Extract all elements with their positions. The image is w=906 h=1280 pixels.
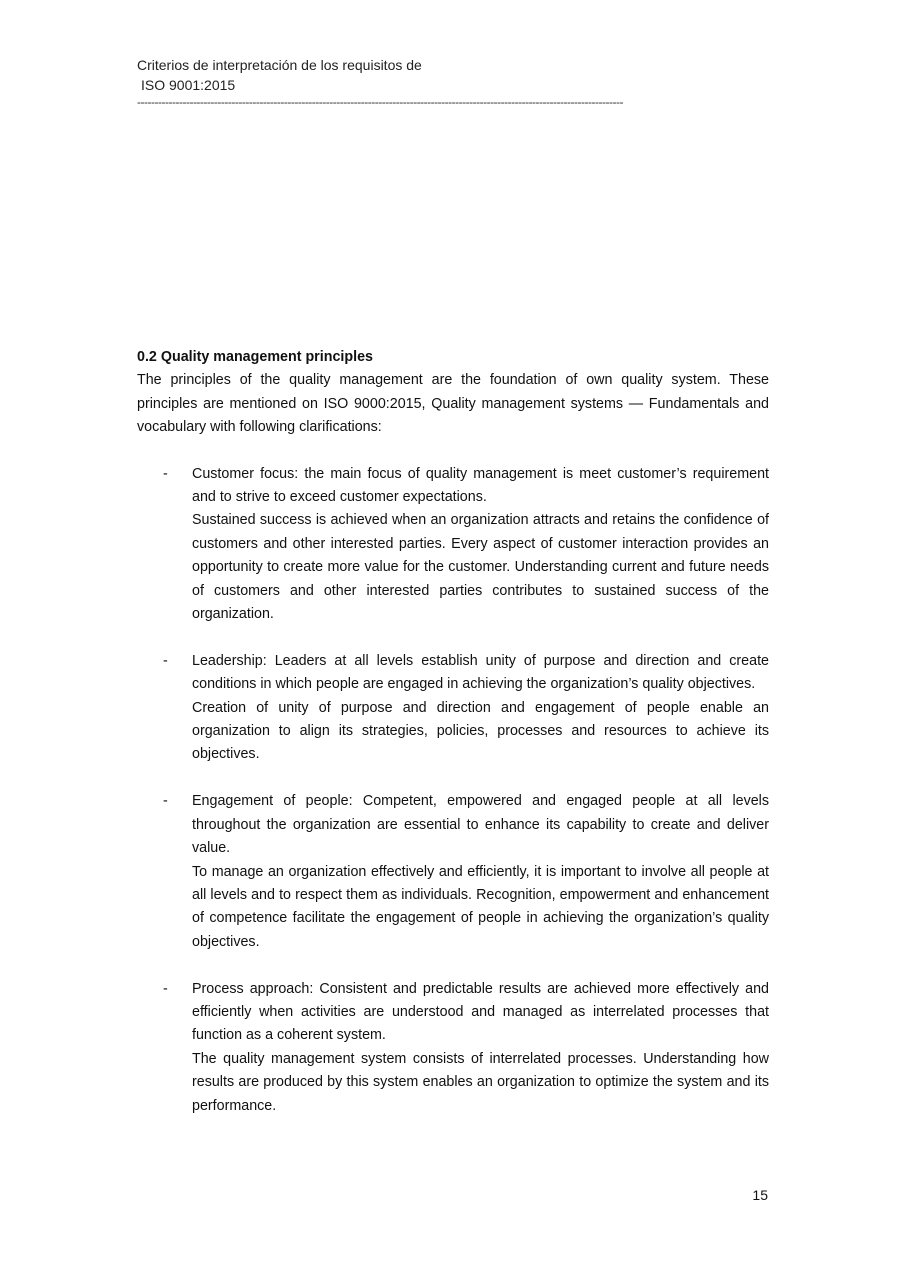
header-title-line2: ISO 9001:2015	[141, 77, 236, 93]
principle-main: Engagement of people: Competent, empowered and engaged people at all levels throughout the organization are essential to enhance its capability to create and deliver value.	[192, 793, 769, 857]
page-header	[137, 55, 777, 109]
bullet-dash: -	[163, 980, 168, 997]
principle-engagement-of-people	[137, 790, 769, 954]
principle-leadership	[137, 650, 769, 767]
header-divider: -------------------------------------------------------------------------------------------------------------------------------------------	[137, 95, 623, 109]
principle-main: Customer focus: the main focus of quality management is meet customer’s requirement and to strive to exceed customer expectations.	[192, 465, 769, 506]
bullet-dash: -	[163, 793, 168, 810]
section-intro: The principles of the quality management are the foundation of own quality system. These principles are mentioned on ISO 9000:2015, Quality management systems — Fundamentals and vocabulary with following clarifications:	[137, 372, 769, 436]
principle-process-approach	[137, 978, 769, 1118]
principles-list	[137, 463, 769, 1118]
principle-detail: Creation of unity of purpose and direction and engagement of people enable an organization to align its strategies, policies, processes and resources to achieve its objectives.	[192, 699, 769, 763]
main-content	[137, 346, 769, 1141]
bullet-dash: -	[163, 652, 168, 669]
principle-customer-focus	[137, 463, 769, 627]
principle-main: Leadership: Leaders at all levels establish unity of purpose and direction and create conditions in which people are engaged in achieving the organization’s quality objectives.	[192, 652, 769, 693]
principle-detail: Sustained success is achieved when an organization attracts and retains the confidence of customers and other interested parties. Every aspect of customer interaction provides an opportunity to create more value for the customer. Understanding current and future needs of customers and other interested parties contributes to sustained success of the organization.	[192, 512, 769, 623]
bullet-dash: -	[163, 465, 168, 482]
section-title: 0.2 Quality management principles	[137, 349, 373, 365]
page-number: 15	[752, 1187, 768, 1203]
principle-detail: The quality management system consists of interrelated processes. Understanding how results are produced by this system enables an organization to optimize the system and its performance.	[192, 1050, 769, 1114]
principle-main: Process approach: Consistent and predictable results are achieved more effectively and efficiently when activities are understood and managed as interrelated processes that function as a coherent system.	[192, 980, 769, 1044]
principle-detail: To manage an organization effectively and efficiently, it is important to involve all people at all levels and to respect them as individuals. Recognition, empowerment and enhancement of competence facilitate the engagement of people in achieving the organization’s quality objectives.	[192, 863, 769, 950]
header-title-line1: Criterios de interpretación de los requisitos de	[137, 57, 422, 73]
